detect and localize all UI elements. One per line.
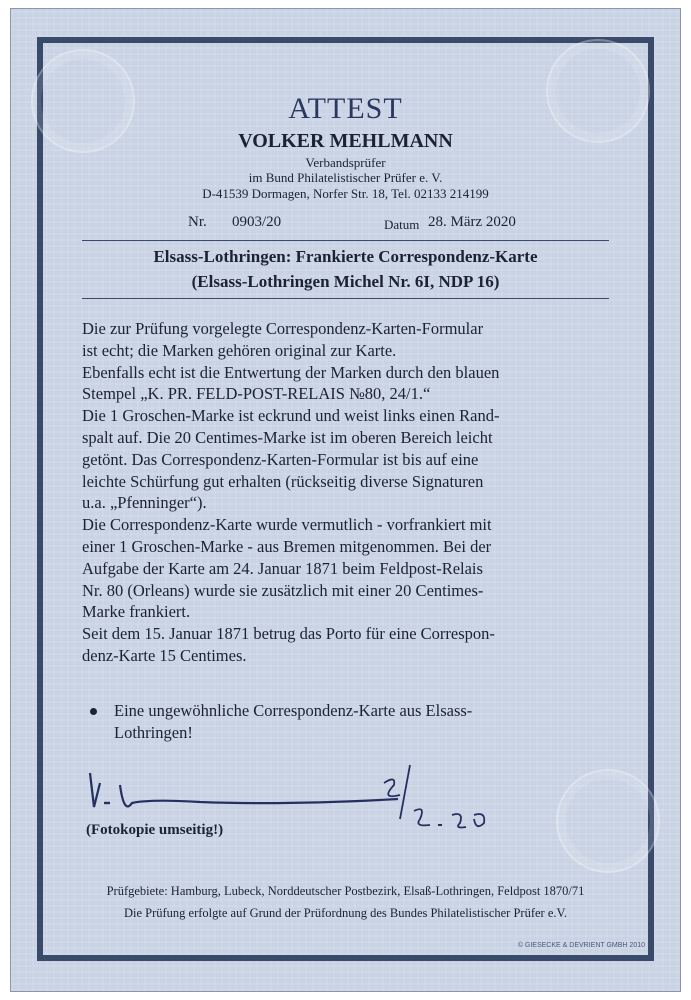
body-line: denz-Karte 15 Centimes. xyxy=(82,646,247,665)
body-line: Die zur Prüfung vorgelegte Correspondenz-Karten-Formular xyxy=(82,319,484,338)
bullet-line: Lothringen! xyxy=(114,722,193,742)
examiner-name: VOLKER MEHLMANN xyxy=(238,130,453,152)
body-line: Aufgabe der Karte am 24. Januar 1871 beim Feldpost-Relais xyxy=(82,558,483,578)
watermark-seal xyxy=(546,39,650,143)
body-line: ist echt; die Marken gehören original zur Karte. xyxy=(82,340,397,360)
exam-areas: Prüfgebiete: Hamburg, Lubeck, Norddeutscher Postbezirk, Elsaß-Lothringen, Feldpost 1870/71 xyxy=(106,884,585,898)
association: im Bund Philatelistischer Prüfer e. V. xyxy=(248,170,443,185)
date-value: 28. März 2020 xyxy=(428,214,516,230)
body-line: leichte Schürfung gut erhalten (rückseitig diverse Signaturen xyxy=(82,471,484,491)
date-label: Datum xyxy=(384,217,420,232)
body-line: Marke frankiert. xyxy=(82,602,191,622)
number-label: Nr. xyxy=(188,214,207,230)
examiner-role: Verbandsprüfer xyxy=(305,155,386,170)
bullet-line: Eine ungewöhnliche Correspondenz-Karte aus Elsass- xyxy=(114,701,473,720)
divider xyxy=(82,298,609,299)
bullet-icon xyxy=(90,708,97,715)
subject-heading: Elsass-Lothringen: Frankierte Correspondenz-Karte xyxy=(153,247,538,266)
body-line: Die 1 Groschen-Marke ist eckrund und weist links einen Rand- xyxy=(82,406,500,426)
body-line: Ebenfalls echt ist die Entwertung der Marken durch den blauen xyxy=(82,362,500,382)
body-line: u.a. „Pfenninger“). xyxy=(82,493,207,513)
watermark-seal xyxy=(556,769,660,873)
subject-catalog: (Elsass-Lothringen Michel Nr. 6I, NDP 16) xyxy=(191,272,500,291)
copyright: © GIESECKE & DEVRIENT GMBH 2010 xyxy=(517,942,645,949)
body-line: Stempel „K. PR. FELD-POST-RELAIS №80, 24/1.“ xyxy=(82,384,431,404)
body-line: einer 1 Groschen-Marke - aus Bremen mitgenommen. Bei der xyxy=(82,537,492,556)
number-value: 0903/20 xyxy=(232,214,282,230)
body-line: Die Correspondenz-Karte wurde vermutlich - vorfrankiert mit xyxy=(82,515,492,535)
body-line: spalt auf. Die 20 Centimes-Marke ist im oberen Bereich leicht xyxy=(82,428,493,447)
divider xyxy=(82,240,609,241)
document-title: ATTEST xyxy=(288,92,403,125)
body-line: Seit dem 15. Januar 1871 betrug das Porto für eine Correspon- xyxy=(82,624,495,644)
body-line: Nr. 80 (Orleans) wurde sie zusätzlich mit einer 20 Centimes- xyxy=(82,580,484,600)
body-line: getönt. Das Correspondenz-Karten-Formular ist bis auf eine xyxy=(82,449,479,469)
address: D-41539 Dormagen, Norfer Str. 18, Tel. 02133 214199 xyxy=(202,186,489,201)
photocopy-note: (Fotokopie umseitig!) xyxy=(86,822,224,838)
exam-regulation: Die Prüfung erfolgte auf Grund der Prüfordnung des Bundes Philatelistischer Prüfer e.V. xyxy=(123,906,568,920)
